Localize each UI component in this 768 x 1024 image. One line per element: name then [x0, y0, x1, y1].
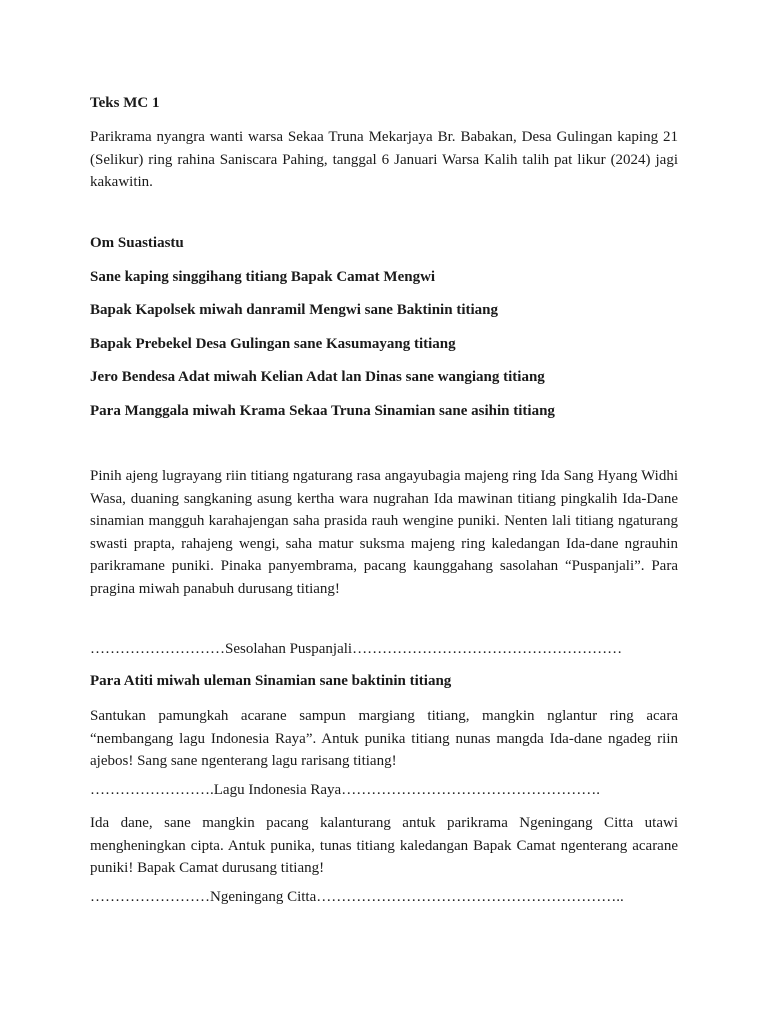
greeting-camat: Sane kaping singgihang titiang Bapak Camat Mengwi [90, 269, 436, 285]
opening-paragraph: Pinih ajeng lugrayang riin titiang ngaturang rasa angayubagia majeng ring Ida Sang Hyang Widhi Wasa, duaning sangkaning asung kertha wara nugrahan Ida mawinan titiang pingkalih Ida-Dane sinamian mangguh karahajengan saha prasida rauh wengine puniki. Nenten lali titiang ngaturang swasti prapta, rahajeng wengi, saha matur suksma majeng ring kaledangan Ida-dane ngrauhin parikramane puniki. Pinaka panyembrama, pacang kaunggahang sasolahan “Puspanjali”. Para pragina miwah panabuh durusang titiang! [90, 468, 678, 597]
separator-ngeningang-citta: ……………………Ngeningang Citta…………………………………………………….. [90, 889, 624, 905]
greeting-bendesa: Jero Bendesa Adat miwah Kelian Adat lan Dinas sane wangiang titiang [90, 369, 545, 385]
greeting-om-suastiastu: Om Suastiastu [90, 235, 184, 251]
greeting-kapolsek: Bapak Kapolsek miwah danramil Mengwi sane Baktinin titiang [90, 302, 498, 318]
paragraph-ngeningang-citta: Ida dane, sane mangkin pacang kalanturang antuk parikrama Ngeningang Citta utawi mengheningkan cipta. Antuk punika, tunas titiang kaledangan Bapak Camat ngenterang acarane puniki! Bapak Camat durusang titiang! [90, 815, 678, 876]
section-heading-atiti: Para Atiti miwah uleman Sinamian sane baktinin titiang [90, 673, 452, 689]
separator-puspanjali: ………………………Sesolahan Puspanjali……………………………………………… [90, 641, 623, 657]
greeting-manggala: Para Manggala miwah Krama Sekaa Truna Sinamian sane asihin titiang [90, 403, 555, 419]
document-title: Teks MC 1 [90, 95, 160, 111]
paragraph-indonesia-raya: Santukan pamungkah acarane sampun margiang titiang, mangkin nglantur ring acara “nembangang lagu Indonesia Raya”. Antuk punika titiang nunas mangda Ida-dane ngadeg riin ajebos! Sang sane ngenterang lagu rarisang titiang! [90, 708, 678, 769]
separator-indonesia-raya: …………………….Lagu Indonesia Raya……………………………………………. [90, 782, 600, 798]
intro-paragraph: Parikrama nyangra wanti warsa Sekaa Truna Mekarjaya Br. Babakan, Desa Gulingan kaping 21 (Selikur) ring rahina Saniscara Pahing, tanggal 6 Januari Warsa Kalih talih pat likur (2024) jagi kakawitin. [90, 129, 678, 190]
greeting-prebekel: Bapak Prebekel Desa Gulingan sane Kasumayang titiang [90, 336, 456, 352]
